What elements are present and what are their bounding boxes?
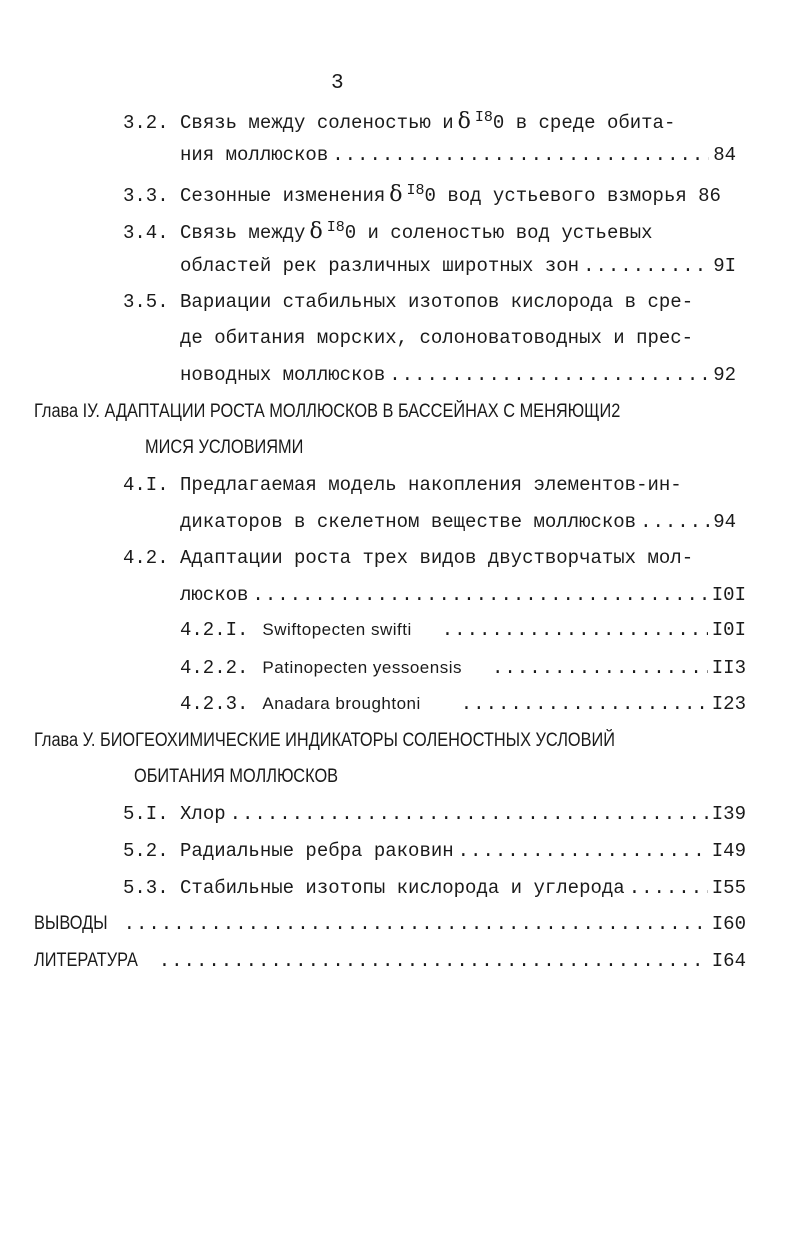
delta-symbol: δ [457, 109, 471, 134]
chapter-4-heading-cont: МИСЯ УСЛОВИЯМИ [145, 437, 304, 458]
toc-entry-text: 5.I. Хлор [123, 803, 226, 825]
toc-entry-4-1: 4.I. Предлагаемая модель накопления элементов-ин- [123, 474, 682, 496]
toc-entry-text: ВЫВОДЫ [34, 913, 108, 934]
page-number: 3 [331, 72, 344, 95]
toc-entry-number: 4.2.3. [180, 693, 249, 715]
toc-page-number: 94 [713, 511, 736, 533]
toc-entry-text: ния моллюсков [180, 144, 329, 166]
toc-entry-literature [34, 949, 746, 973]
toc-entry-5-1 [123, 802, 746, 826]
toc-entry-4-2-1 [180, 618, 746, 642]
toc-entry-4-1-cont [180, 510, 736, 534]
toc-page-number: I39 [711, 803, 746, 825]
dot-leader [629, 876, 708, 900]
toc-entry-text: ЛИТЕРАТУРА [34, 950, 138, 971]
species-name: Anadara broughtoni [262, 694, 421, 713]
isotope-superscript: I8 [326, 219, 345, 236]
toc-entry-text: люсков [180, 584, 249, 606]
toc-entry-5-2 [123, 839, 746, 863]
isotope-superscript: I8 [406, 182, 425, 199]
toc-entry-3-4 [123, 216, 653, 245]
toc-entry-4-2-2 [180, 656, 746, 680]
toc-entry-5-3 [123, 876, 746, 900]
toc-entry-3-5-end [180, 363, 736, 387]
dot-leader [230, 802, 708, 826]
toc-entry-text: новодных моллюсков [180, 364, 386, 386]
toc-entry-4-2: 4.2. Адаптации роста трех видов двустворчатых мол- [123, 547, 694, 569]
toc-page-number: 92 [713, 364, 736, 386]
dot-leader [124, 912, 708, 936]
toc-entry-text: областей рек различных широтных зон [180, 255, 580, 277]
toc-entry-number: 4.2.I. [180, 619, 249, 641]
delta-symbol: δ [309, 219, 323, 244]
toc-entry-text: 3.2. Связь между соленостью и [123, 112, 454, 134]
toc-page-number: 9I [713, 255, 736, 277]
delta-symbol: δ [389, 182, 403, 207]
dot-leader [458, 839, 708, 863]
toc-page-number: I60 [711, 913, 746, 935]
toc-page-number: 84 [713, 144, 736, 166]
chapter-5-heading-cont: ОБИТАНИЯ МОЛЛЮСКОВ [134, 766, 339, 787]
isotope-superscript: I8 [474, 109, 493, 126]
toc-entry-3-5: 3.5. Вариации стабильных изотопов кислорода в сре- [123, 291, 694, 313]
toc-page-number: I0I [711, 619, 746, 641]
toc-page-number: I55 [711, 877, 746, 899]
dot-leader [332, 143, 709, 167]
dot-leader [461, 692, 708, 716]
toc-page-number: I49 [711, 840, 746, 862]
species-name: Swiftopecten swifti [262, 620, 412, 639]
toc-entry-text: 5.3. Стабильные изотопы кислорода и углерода [123, 877, 625, 899]
toc-page-number: I23 [711, 693, 746, 715]
toc-entry-3-5-cont: де обитания морских, солоноватоводных и прес- [180, 327, 694, 349]
toc-page-number: I0I [711, 584, 746, 606]
toc-entry-text: 3.3. Сезонные изменения [123, 185, 386, 207]
species-name: Patinopecten yessoensis [262, 658, 462, 677]
toc-page-number: II3 [711, 657, 746, 679]
toc-entry-text: дикаторов в скелетном веществе моллюсков [180, 511, 637, 533]
toc-entry-text: 5.2. Радиальные ребра раковин [123, 840, 454, 862]
chapter-4-heading: Глава IУ. АДАПТАЦИИ РОСТА МОЛЛЮСКОВ В БАССЕЙНАХ С МЕНЯЮЩИ2 [34, 401, 621, 422]
toc-entry-3-3 [123, 179, 721, 208]
toc-entry-4-2-cont [180, 583, 746, 607]
dot-leader [159, 949, 708, 973]
toc-entry-conclusions [34, 912, 746, 936]
dot-leader [252, 583, 707, 607]
toc-entry-text: 3.4. Связь между [123, 222, 306, 244]
toc-entry-number: 4.2.2. [180, 657, 249, 679]
dot-leader [389, 363, 709, 387]
dot-leader [640, 510, 709, 534]
toc-entry-3-2-cont [180, 143, 736, 167]
toc-page-number: I64 [711, 950, 746, 972]
chapter-5-heading: Глава У. БИОГЕОХИМИЧЕСКИЕ ИНДИКАТОРЫ СОЛЕНОСТНЫХ УСЛОВИЙ [34, 730, 616, 751]
dot-leader [492, 656, 708, 680]
toc-entry-text: 0 и соленостью вод устьевых [344, 222, 653, 244]
toc-entry-text: 0 в среде обита- [492, 112, 676, 134]
toc-entry-text: 0 вод устьевого взморья 86 [424, 185, 721, 207]
toc-entry-3-2 [123, 106, 675, 135]
toc-entry-3-4-cont [180, 254, 736, 278]
dot-leader [583, 254, 709, 278]
toc-entry-4-2-3 [180, 692, 746, 716]
dot-leader [442, 618, 708, 642]
